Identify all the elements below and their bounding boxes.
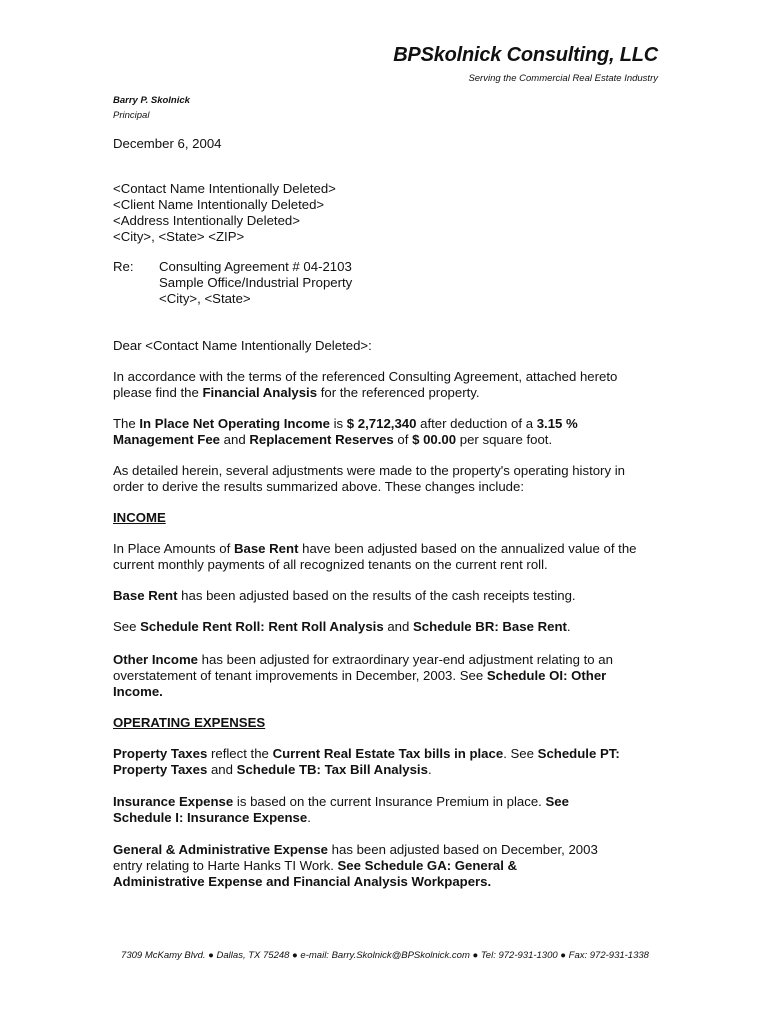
text-line: Other Income has been adjusted for extraordinary year-end adjustment relating to an: [113, 652, 613, 667]
text-line: The In Place Net Operating Income is $ 2,712,340 after deduction of a 3.15 %: [113, 416, 578, 431]
text-line: Management Fee and Replacement Reserves of $ 00.00 per square foot.: [113, 432, 553, 447]
text-line: please find the Financial Analysis for the referenced property.: [113, 385, 480, 400]
opex-heading: OPERATING EXPENSES: [113, 715, 266, 730]
company-tagline: Serving the Commercial Real Estate Industry: [468, 73, 658, 84]
sender-title: Principal: [113, 110, 150, 121]
income-heading: INCOME: [113, 510, 166, 525]
text-line: As detailed herein, several adjustments were made to the property's operating history in: [113, 463, 625, 478]
recipient-address: [113, 181, 336, 245]
address-line: <Contact Name Intentionally Deleted>: [113, 181, 336, 196]
re-line: Consulting Agreement # 04-2103: [159, 259, 352, 274]
paragraph-insurance: [113, 794, 673, 826]
letter-date: December 6, 2004: [113, 136, 222, 151]
text-line: Income.: [113, 684, 163, 699]
text-line: current monthly payments of all recognized tenants on the current rent roll.: [113, 557, 548, 572]
paragraph-property-taxes: [113, 746, 673, 778]
text-line: Property Taxes reflect the Current Real Estate Tax bills in place. See Schedule PT:: [113, 746, 620, 761]
company-name: BPSkolnick Consulting, LLC: [393, 44, 658, 66]
text-line: Administrative Expense and Financial Analysis Workpapers.: [113, 874, 492, 889]
re-line: Sample Office/Industrial Property: [159, 275, 353, 290]
text-line: Schedule I: Insurance Expense.: [113, 810, 311, 825]
address-line: <City>, <State> <ZIP>: [113, 229, 245, 244]
re-line: <City>, <State>: [159, 291, 251, 306]
paragraph-other-income: [113, 652, 673, 700]
paragraph-base-rent-in-place: [113, 541, 673, 573]
sender-name: Barry P. Skolnick: [113, 95, 190, 106]
paragraph-intro: [113, 369, 673, 401]
text-line: Property Taxes and Schedule TB: Tax Bill Analysis.: [113, 762, 432, 777]
text-line: overstatement of tenant improvements in December, 2003. See Schedule OI: Other: [113, 668, 607, 683]
salutation: Dear <Contact Name Intentionally Deleted>:: [113, 338, 372, 353]
address-line: <Address Intentionally Deleted>: [113, 213, 300, 228]
text-line: In accordance with the terms of the referenced Consulting Agreement, attached hereto: [113, 369, 618, 384]
paragraph-noi: [113, 416, 673, 448]
paragraph-base-rent: Base Rent has been adjusted based on the results of the cash receipts testing.: [113, 588, 576, 603]
paragraph-schedules: See Schedule Rent Roll: Rent Roll Analysis and Schedule BR: Base Rent.: [113, 619, 571, 634]
text-line: General & Administrative Expense has been adjusted based on December, 2003: [113, 842, 598, 857]
text-line: entry relating to Harte Hanks TI Work. See Schedule GA: General &: [113, 858, 518, 873]
re-label: Re:: [113, 259, 134, 274]
paragraph-adjustments: [113, 463, 673, 495]
text-line: Insurance Expense is based on the current Insurance Premium in place. See: [113, 794, 569, 809]
re-subject: [159, 259, 352, 307]
text-line: In Place Amounts of Base Rent have been adjusted based on the annualized value of the: [113, 541, 637, 556]
address-line: <Client Name Intentionally Deleted>: [113, 197, 325, 212]
footer-contact: 7309 McKamy Blvd. ● Dallas, TX 75248 ● e-mail: Barry.Skolnick@BPSkolnick.com ● Tel: 972-931-1300 ● Fax: 972-931-1338: [121, 950, 649, 961]
text-line: order to derive the results summarized above. These changes include:: [113, 479, 524, 494]
paragraph-general-admin: [113, 842, 673, 890]
